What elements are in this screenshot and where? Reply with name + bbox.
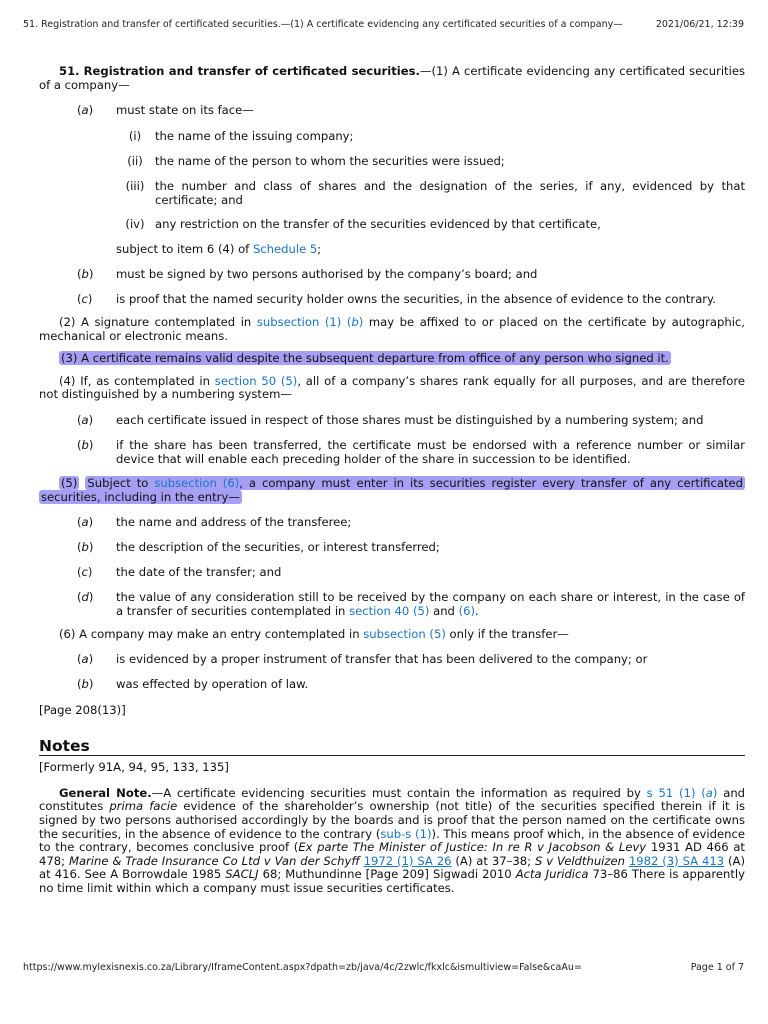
para-6a-text: is evidenced by a proper instrument of transfer that has been delivered to the company; or	[116, 652, 648, 667]
subpara-ii-label: (ii)	[127, 154, 143, 169]
subsection-5-number-highlight: (5)	[61, 476, 78, 491]
subject-to-line: subject to item 6 (4) of Schedule 5;	[116, 242, 322, 257]
schedule-5-link[interactable]: Schedule 5	[252, 242, 318, 257]
para-1a: (a) must state on its face—	[39, 104, 745, 118]
para-1a-label: a	[81, 103, 89, 118]
section-40-6-link[interactable]: (6)	[458, 603, 476, 618]
formerly-line: [Formerly 91A, 94, 95, 133, 135]	[39, 760, 229, 775]
para-1c-label: c	[81, 291, 88, 306]
para-1a-text: must state on its face—	[116, 103, 254, 118]
para-5c-label: c	[81, 565, 88, 580]
print-header-title: 51. Registration and transfer of certificated securities.—(1) A certificate evidencing any certificated securities of a company—	[23, 19, 623, 30]
para-5d-label: d	[81, 590, 89, 605]
para-5a-label: a	[81, 515, 89, 530]
para-1b-text: must be signed by two persons authorised by the company’s board; and	[116, 266, 538, 281]
para-4b: (b) if the share has been transferred, the certificate must be endorsed with a reference number or similar device that will enable each preceding holder of the share in succession to be identified.	[77, 437, 745, 466]
para-1c: (c) is proof that the named security holder owns the securities, in the absence of evidence to the contrary.	[39, 293, 745, 307]
para-6a: (a) is evidenced by a proper instrument of transfer that has been delivered to the company; or	[39, 653, 745, 667]
subpara-ii	[39, 155, 745, 169]
notes-heading: Notes	[39, 740, 745, 757]
para-5c-text: the date of the transfer; and	[116, 565, 282, 580]
sub-s-1-link[interactable]: sub-s (1)	[380, 826, 432, 841]
general-note: General Note.—A certificate evidencing securities must contain the information as required by s 51 (1) (a) and constitutes prima facie evidence of the shareholder’s ownership (not title) of the securities specified therein if it is signed by two persons authorised accordingly by the boards and is proof that the person named on the certificate owns the securities, in the absence of evidence to the contrary (sub-s (1)). This means proof which, in the absence of evidence to the contrary, becomes conclusive proof (Ex parte The Minister of Justice: In re R v Jacobson & Levy 1931 AD 466 at 478; Marine & Trade Insurance Co Ltd v Van der Schyff 1972 (1) SA 26 (A) at 37–38; S v Veldthuizen 1982 (3) SA 413 (A) at 416. See A Borrowdale 1985 SACLJ 68; Muthundinne [Page 209] Sigwadi 2010 Acta Juridica 73–86 There is apparently no time limit within which a company must issue securities certificates.	[39, 785, 746, 896]
para-5b: (b) the description of the securities, or interest transferred;	[39, 541, 745, 555]
subpara-ii-text: the name of the person to whom the securities were issued;	[155, 154, 505, 169]
subsection-5	[39, 477, 745, 504]
para-1c-text: is proof that the named security holder owns the securities, in the absence of evidence to the contrary.	[116, 291, 716, 306]
subpara-iii-label: (iii)	[125, 179, 145, 194]
section-50-5-link[interactable]: section 50 (5)	[214, 373, 298, 388]
citation-1972-1-sa-26-link[interactable]: 1972 (1) SA 26	[363, 853, 452, 868]
para-5d: (d) the value of any consideration still to be received by the company on each share or interest, in the case of a transfer of securities contemplated in section 40 (5) and (6).	[77, 590, 745, 618]
subsection-5-highlight: Subject to subsection (6), a company must enter in its securities register every transfer of any certificated securities, including in the entry—	[41, 476, 743, 504]
page-reference: [Page 208(13)]	[39, 703, 126, 718]
subpara-iii	[39, 180, 745, 207]
para-4b-label: b	[81, 437, 89, 452]
subpara-i	[39, 130, 745, 144]
para-5b-text: the description of the securities, or interest transferred;	[116, 540, 440, 555]
para-6a-label: a	[81, 652, 89, 667]
para-4b-text: if the share has been transferred, the certificate must be endorsed with a reference number or similar device that will enable each preceding holder of the share in succession to be identified.	[116, 437, 745, 466]
print-header-datetime: 2021/06/21, 12:39	[655, 19, 744, 30]
para-6b-text: was effected by operation of law.	[116, 677, 309, 692]
subsection-3	[39, 352, 745, 366]
subpara-i-label: (i)	[128, 129, 142, 144]
subsection-6: (6) A company may make an entry contemplated in subsection (5) only if the transfer—	[59, 626, 569, 641]
general-note-label: General Note.	[59, 785, 152, 800]
section-heading-paragraph	[39, 65, 745, 92]
subpara-iv-label: (iv)	[125, 217, 145, 232]
subpara-iv	[39, 218, 745, 232]
subsection-4: (4) If, as contemplated in section 50 (5), all of a company’s shares rank equally for all purposes, and are therefore not distinguished by a numbering system—	[39, 373, 745, 402]
para-6b-label: b	[81, 677, 89, 692]
para-1b: (b) must be signed by two persons authorised by the company’s board; and	[39, 268, 745, 282]
print-footer-url: https://www.mylexisnexis.co.za/Library/IframeContent.aspx?dpath=zb/java/4c/2zwlc/fkxlc&ismultiview=False&caAu=	[23, 962, 582, 973]
para-4a-text: each certificate issued in respect of those shares must be distinguished by a numbering system; and	[116, 412, 704, 427]
para-5d-text: the value of any consideration still to be received by the company on each share or interest, in the case of a transfer of securities contemplated in section 40 (5) and (6).	[116, 590, 745, 618]
s51-1a-link[interactable]: s 51 (1) (a)	[646, 785, 718, 800]
subpara-iii-text: the number and class of shares and the designation of the series, if any, evidenced by that certificate; and	[155, 179, 745, 207]
subsection-6-link[interactable]: subsection (6)	[154, 476, 240, 491]
subsection-2: (2) A signature contemplated in subsection (1) (b) may be affixed to or placed on the certificate by autographic, mechanical or electronic means.	[39, 314, 745, 343]
section-number: 51.	[59, 64, 80, 78]
subsection-1b-link[interactable]: subsection (1) (b)	[256, 314, 364, 329]
para-1b-label: b	[81, 266, 89, 281]
section-intro: —(1) A certificate evidencing any certificated securities of a company—	[39, 64, 746, 92]
print-footer-page: Page 1 of 7	[690, 962, 744, 973]
para-5a-text: the name and address of the transferee;	[116, 515, 352, 530]
para-6b: (b) was effected by operation of law.	[39, 678, 745, 692]
subpara-iv-text: any restriction on the transfer of the securities evidenced by that certificate,	[155, 217, 601, 232]
document-body	[39, 65, 745, 896]
subsection-3-highlight: (3) A certificate remains valid despite the subsequent departure from office of any person who signed it.	[61, 351, 669, 366]
para-5a: (a) the name and address of the transferee;	[39, 516, 745, 530]
para-4a: (a) each certificate issued in respect of those shares must be distinguished by a numbering system; and	[39, 414, 745, 428]
citation-1982-3-sa-413-link[interactable]: 1982 (3) SA 413	[628, 853, 725, 868]
para-5c: (c) the date of the transfer; and	[39, 566, 745, 580]
subsection-5-link[interactable]: subsection (5)	[363, 626, 446, 641]
subpara-i-text: the name of the issuing company;	[155, 129, 354, 144]
section-heading: Registration and transfer of certificated securities.	[83, 64, 420, 78]
para-4a-label: a	[81, 412, 89, 427]
para-5b-label: b	[81, 540, 89, 555]
section-40-5-link[interactable]: section 40 (5)	[349, 603, 430, 618]
